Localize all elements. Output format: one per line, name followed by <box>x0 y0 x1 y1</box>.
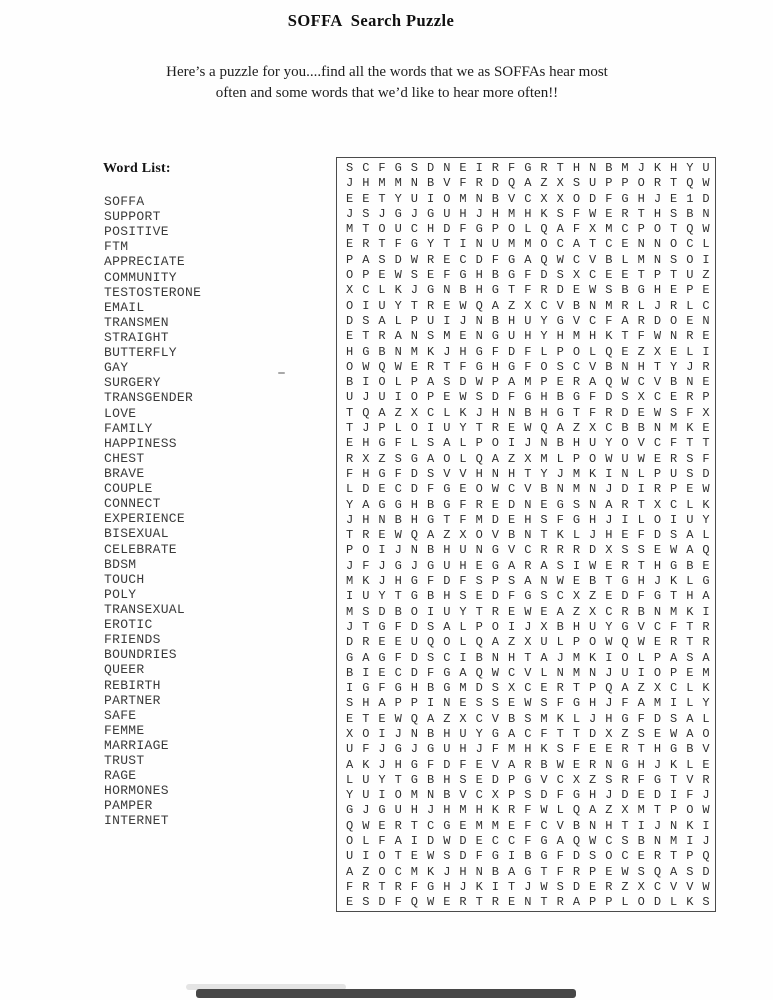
intro-line-1: Here’s a puzzle for you....find all the words that we as SOFFAs hear most <box>166 64 608 80</box>
grid-row: XOIJNBHUYGACFTTDXZSEWAO <box>346 726 719 741</box>
grid-row: LUYTGBHSEDPGVCXZSRFGTVR <box>346 772 719 787</box>
grid-row: BIOLPASDWPAMPERAQWCVBNE <box>346 375 719 390</box>
grid-row: QWERTCGEMMEFCVBNHTIJNKI <box>346 818 719 833</box>
word-list <box>104 194 201 829</box>
word-list-item: SUPPORT <box>104 209 161 225</box>
grid-row: XCLKJGNBHGTFRDEWSBGHEPE <box>346 283 719 298</box>
grid-row: YUIOMNBVCXPSDFGHJDEDIFJ <box>346 788 719 803</box>
word-list-item: BISEXUAL <box>104 526 169 542</box>
word-list-item: FTM <box>104 239 129 255</box>
word-list-item: SAFE <box>104 707 137 723</box>
word-list-item: CELEBRATE <box>104 541 177 557</box>
word-list-item: TRUST <box>104 753 145 769</box>
grid-row: IGFGHBGMDSXCERTPQAZXCLK <box>346 681 719 696</box>
page-title: SOFFA Search Puzzle <box>287 11 455 30</box>
grid-row: UIOTEWSDFGIBGFDSOCERTPQ <box>346 849 719 864</box>
word-list-item: BOUNDRIES <box>104 647 177 663</box>
grid-row: TQAZXCLKJHNBHGTFRDEWSFX <box>346 405 719 420</box>
word-list-item: SOFFA <box>104 194 145 209</box>
grid-row: JFJGJGUHEGARASIWERTHGBE <box>346 558 719 573</box>
grid-row: SCFGSDNEIRFGRTHNBMJKHYU <box>346 161 719 175</box>
word-list-item: BRAVE <box>104 465 145 481</box>
word-list-item: FRIENDS <box>104 632 161 648</box>
grid-row: JTGFDSALPOIJXBHUYGVCFTR <box>346 619 719 634</box>
grid-row: RXZSGAOLQAZXMLPOWUWERSF <box>346 451 719 466</box>
grid-row: ETEWQAZXCVBSMKLJHGFDSAL <box>346 711 719 726</box>
word-list-item: TESTOSTERONE <box>104 284 202 300</box>
word-list-item: HAPPINESS <box>104 435 177 451</box>
scan-artifact-bar <box>196 989 576 998</box>
word-list-item: TRANSMEN <box>104 314 169 330</box>
grid-row: JHMMNBVFRDQAZXSUPPORTQW <box>346 176 719 191</box>
word-list-item: RAGE <box>104 768 137 784</box>
grid-row: FRTRFGHJKITJWSDERZXCVVW <box>346 879 719 894</box>
grid-row: OLFAIDWDECCFGAQWCSBNMIJ <box>346 834 719 849</box>
intro-line-2: often and some words that we’d like to hear more often!! <box>215 85 559 101</box>
word-list-heading: Word List: <box>103 161 171 176</box>
word-list-item: TRANSGENDER <box>104 390 194 406</box>
grid-row: JSJGJGUHJHMHKSFWERTHSBN <box>346 206 719 221</box>
grid-row: AKJHGFDFEVARBWERNGHJKLE <box>346 757 719 772</box>
grid-row: ETRANSMENGUHYHMHKTFWNRE <box>346 329 719 344</box>
word-list-item: CONNECT <box>104 496 161 512</box>
grid-row: UFJGJGUHJFMHKSFEERTHGBV <box>346 742 719 757</box>
puzzle-grid <box>346 161 719 911</box>
grid-row: LDECDFGEOWCVBNMNJDIRPEW <box>346 482 719 497</box>
word-list-item: CHEST <box>104 450 145 466</box>
word-list-item: POSITIVE <box>104 224 169 240</box>
grid-row: AZOCMKJHNBAGTFRPEWSQASD <box>346 864 719 879</box>
word-list-item: TRANSEXUAL <box>104 601 186 617</box>
grid-row: FHGFDSVVHNHTYJMKINLPUSD <box>346 466 719 481</box>
word-list-item: SURGERY <box>104 375 161 391</box>
grid-row: TREWQAZXOVBNTKLJHEFDSAL <box>346 528 719 543</box>
word-list-item: MARRIAGE <box>104 737 169 753</box>
word-list-item: APPRECIATE <box>104 254 186 270</box>
word-list-item: STRAIGHT <box>104 329 169 345</box>
word-list-item: PAMPER <box>104 798 153 814</box>
grid-row: EETYUIOMNBVCXXODFGHJE1D <box>346 191 719 206</box>
grid-row: OPEWSEFGHBGFDSXCEETPTUZ <box>346 268 719 283</box>
word-list-item: QUEER <box>104 662 145 678</box>
word-list-item: LOVE <box>104 405 137 421</box>
grid-row: OWQWERTFGHGFOSCVBNHTYJR <box>346 359 719 374</box>
intro-text <box>6 62 768 104</box>
word-list-item: COMMUNITY <box>104 269 177 285</box>
word-list-item: BDSM <box>104 556 137 572</box>
word-list-item: POLY <box>104 586 137 602</box>
grid-row: TJPLOIUYTREWQAZXCBBNMKE <box>346 421 719 436</box>
word-list-item: PARTNER <box>104 692 161 708</box>
grid-row: ESDFQWERTRENTRAPPLODLKS <box>346 895 719 910</box>
grid-row: BIECDFGAQWCVLNMNJUIOPEM <box>346 665 719 680</box>
grid-row: OIUYTREWQAZXCVBNMRLJRLC <box>346 298 719 313</box>
grid-row: SHAPPINESSEWSFGHJFAMILY <box>346 696 719 711</box>
grid-row: ERTFGYTINUMMOCATCENNOCL <box>346 237 719 252</box>
grid-row: POIJNBHUNGVCRRRDXSSEWAQ <box>346 543 719 558</box>
word-list-item: EXPERIENCE <box>104 511 186 527</box>
grid-row: JHNBHGTFMDEHSFGHJILOIUY <box>346 512 719 527</box>
grid-row: IUYTGBHSEDFGSCXZEDFGTHA <box>346 589 719 604</box>
word-list-item: FEMME <box>104 722 145 738</box>
word-list-item: EMAIL <box>104 299 145 315</box>
grid-row: DSALPUIJNBHUYGVCFARDOEN <box>346 313 719 328</box>
word-list-item: GAY <box>104 360 129 376</box>
word-list-item: FAMILY <box>104 420 153 436</box>
grid-row: MKJHGFDFSPSANWEBTGHJKLG <box>346 574 719 589</box>
grid-row: PASDWRECDFGAQWCVBLMNSOI <box>346 252 719 267</box>
grid-row: HGBNMKJHGFDFLPOLQEZXELI <box>346 344 719 359</box>
grid-row: MSDBOIUYTREWEAZXCRBNMKI <box>346 604 719 619</box>
grid-row: YAGGHBGFREDNEGSNARTXCLK <box>346 497 719 512</box>
puzzle-grid-box <box>336 157 719 912</box>
word-list-item: BUTTERFLY <box>104 345 177 361</box>
word-list-item: HORMONES <box>104 783 169 799</box>
word-list-item: EROTIC <box>104 617 153 633</box>
grid-row: MTOUCHDFGPOLQAFXMCPOTQW <box>346 222 719 237</box>
grid-row: UJUIOPEWSDFGHBGFDSXCERP <box>346 390 719 405</box>
word-list-item: REBIRTH <box>104 677 161 693</box>
grid-row: GJGUHJHMHKRFWLQAZXMTPOW <box>346 803 719 818</box>
grid-row: EHGFLSALPOIJNBHUYOVCFTT <box>346 436 719 451</box>
scan-speck <box>278 372 285 374</box>
word-list-item: INTERNET <box>104 813 169 829</box>
grid-row: GAGFDSCIBNHTAJMKIOLPASA <box>346 650 719 665</box>
grid-row: DREEUQOLQAZXULPOWQWERTR <box>346 635 719 650</box>
word-list-item: COUPLE <box>104 481 153 497</box>
word-list-item: TOUCH <box>104 571 145 587</box>
